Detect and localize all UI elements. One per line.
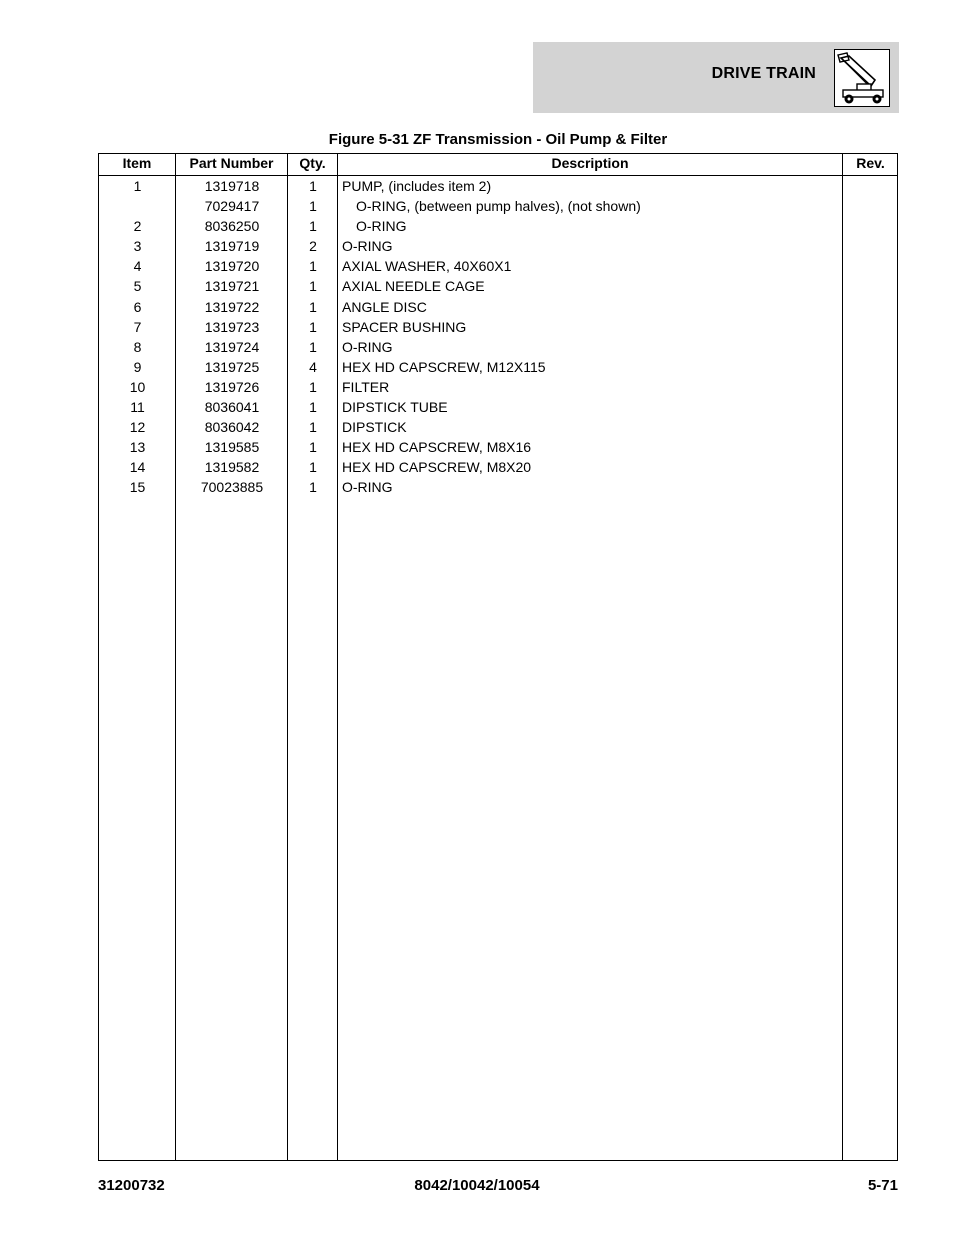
table-row <box>99 337 897 357</box>
part-number-cell: 1319718 <box>204 178 260 194</box>
model-numbers: 8042/10042/10054 <box>414 1177 540 1194</box>
table-body <box>99 176 897 498</box>
item-cell: 9 <box>133 358 142 375</box>
column-header-part-number: Part Number <box>189 155 274 171</box>
item-cell: 1 <box>133 178 142 194</box>
item-cell: 13 <box>129 439 146 456</box>
description-cell: O-RING <box>342 479 393 496</box>
table-row <box>99 477 897 497</box>
item-cell: 8 <box>133 338 142 355</box>
description-cell: PUMP, (includes item 2) <box>342 178 492 194</box>
part-number-cell: 1319724 <box>204 338 260 355</box>
part-number-cell: 1319585 <box>204 439 260 456</box>
table-row <box>99 176 897 196</box>
column-header-item: Item <box>122 155 152 171</box>
qty-cell: 1 <box>309 378 317 395</box>
description-cell: DIPSTICK <box>342 419 407 436</box>
table-row <box>99 457 897 477</box>
description-cell: AXIAL WASHER, 40X60X1 <box>342 258 512 275</box>
description-cell: O-RING, (between pump halves), (not shown) <box>356 198 641 215</box>
part-number-cell: 70023885 <box>200 479 264 496</box>
qty-cell: 2 <box>309 238 317 255</box>
part-number-cell: 1319722 <box>204 298 260 315</box>
item-cell: 14 <box>129 459 146 476</box>
table-row <box>99 437 897 457</box>
table-row <box>99 256 897 276</box>
qty-cell: 1 <box>309 318 317 335</box>
document-number: 31200732 <box>98 1177 165 1194</box>
qty-cell: 1 <box>309 399 317 416</box>
qty-cell: 1 <box>309 218 317 235</box>
qty-cell: 4 <box>309 358 317 375</box>
aerial-lift-machine-icon <box>834 49 890 107</box>
part-number-cell: 1319719 <box>204 238 260 255</box>
qty-cell: 1 <box>309 479 317 496</box>
figure-title: Figure 5-31 ZF Transmission - Oil Pump & Filter <box>328 131 668 148</box>
section-header <box>533 42 899 113</box>
table-row <box>99 317 897 337</box>
column-header-qty: Qty. <box>299 155 326 171</box>
table-row <box>99 357 897 377</box>
item-cell: 10 <box>129 378 146 395</box>
qty-cell: 1 <box>309 178 317 194</box>
item-cell: 7 <box>133 318 142 335</box>
table-row <box>99 397 897 417</box>
description-cell: HEX HD CAPSCREW, M8X20 <box>342 459 532 476</box>
qty-cell: 1 <box>309 298 317 315</box>
qty-cell: 1 <box>309 459 317 476</box>
description-cell: AXIAL NEEDLE CAGE <box>342 278 485 295</box>
part-number-cell: 1319723 <box>204 318 260 335</box>
description-cell: FILTER <box>342 378 390 395</box>
part-number-cell: 8036250 <box>204 218 260 235</box>
description-cell: ANGLE DISC <box>342 298 427 315</box>
item-cell: 12 <box>129 419 146 436</box>
item-cell: 6 <box>133 298 142 315</box>
description-cell: O-RING <box>356 218 407 235</box>
part-number-cell: 8036041 <box>204 399 260 416</box>
item-cell: 4 <box>133 258 142 275</box>
item-cell: 2 <box>133 218 142 235</box>
qty-cell: 1 <box>309 338 317 355</box>
qty-cell: 1 <box>309 419 317 436</box>
qty-cell: 1 <box>309 278 317 295</box>
section-title: DRIVE TRAIN <box>711 65 816 82</box>
part-number-cell: 1319720 <box>204 258 260 275</box>
table-row <box>99 377 897 397</box>
item-cell: 15 <box>129 479 146 496</box>
part-number-cell: 8036042 <box>204 419 260 436</box>
part-number-cell: 7029417 <box>204 198 260 215</box>
column-header-description: Description <box>551 155 629 171</box>
part-number-cell: 1319721 <box>204 278 260 295</box>
item-cell: 11 <box>130 399 145 416</box>
description-cell: HEX HD CAPSCREW, M12X115 <box>342 358 546 375</box>
part-number-cell: 1319582 <box>204 459 260 476</box>
table-row <box>99 417 897 437</box>
description-cell: HEX HD CAPSCREW, M8X16 <box>342 439 532 456</box>
part-number-cell: 1319726 <box>204 378 260 395</box>
table-row <box>99 297 897 317</box>
page-number: 5-71 <box>867 1177 898 1194</box>
column-header-rev: Rev. <box>856 155 885 171</box>
description-cell: O-RING <box>342 238 393 255</box>
table-row <box>99 236 897 256</box>
qty-cell: 1 <box>309 439 317 456</box>
table-row <box>99 276 897 296</box>
description-cell: O-RING <box>342 338 393 355</box>
qty-cell: 1 <box>309 198 317 215</box>
description-cell: DIPSTICK TUBE <box>342 399 448 416</box>
item-cell: 5 <box>133 278 142 295</box>
qty-cell: 1 <box>309 258 317 275</box>
item-cell: 3 <box>133 238 142 255</box>
part-number-cell: 1319725 <box>204 358 260 375</box>
table-row <box>99 216 897 236</box>
description-cell: SPACER BUSHING <box>342 318 467 335</box>
parts-table <box>98 153 898 1161</box>
table-row <box>99 196 897 216</box>
